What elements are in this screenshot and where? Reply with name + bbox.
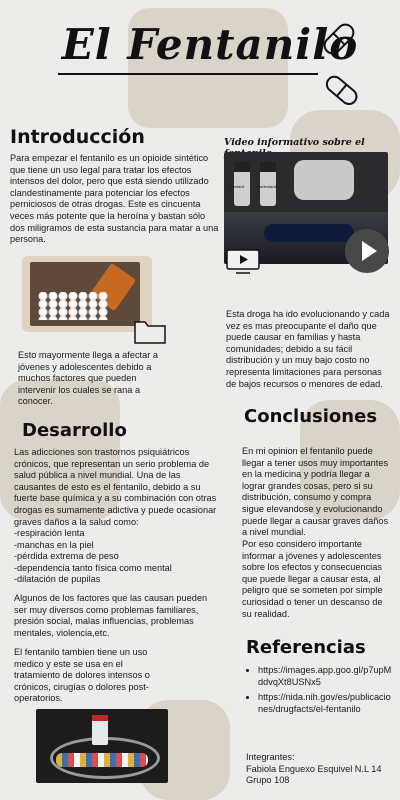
monitor-play-icon (226, 249, 262, 275)
intro-text: Para empezar el fentanilo es un opioide sintético que tiene un uso legal para tratar los efectos intensos del dolor, pero que está siendo utilizado clandestinamente para potenciar los efectos perniciosos de otras drogas. Este es cincuenta veces más potente que la heroína y bastan sólo dos miligramos de esta sustancia para matar a una persona. (10, 153, 219, 245)
referencias-list (242, 665, 392, 719)
trap-photo (36, 709, 168, 783)
referencias-heading: Referencias (246, 637, 366, 658)
title-underline (58, 73, 318, 75)
desarrollo-text-1: Las adicciones son trastornos psiquiátricos crónicos, que representan un serio problema de salud pública a nivel mundial. Una de las causantes de esto es el fentanilo, debido a su fuerte base química y a su combinación con otras drogas es sumamente adictiva y puede ocasionar graves daños a la salud como: (14, 447, 217, 527)
reference-link[interactable]: • https://images.app.goo.gl/p7upMddvqXt8USNx5 (258, 665, 392, 688)
vial-label-carfentanil: Carfentanil (257, 184, 277, 189)
folder-icon (134, 318, 166, 344)
vial-cap-red (92, 715, 108, 721)
effect-item: -pérdida extrema de peso (14, 551, 119, 562)
integrante-name: Fabiola Enguexo Esquivel N.L 14 (246, 763, 382, 774)
vial-label-fentanil: Fentanil (230, 184, 245, 189)
intro-heading: Introducción (10, 126, 145, 148)
conclusiones-text-1: En mi opinion el fentanilo puede llegar a tener usos muy importantes en la medicina y podría llegar a lograr grandes cosas, pero si su distribución, consumo y compra sigue elevandose y evolucionando puede llegar a causar graves daños a nivel mundial. (242, 446, 389, 538)
pills-pile (38, 292, 108, 320)
effect-item: -manchas en la piel (14, 539, 94, 550)
powder-bag (294, 160, 354, 200)
page-title: El Fentanilo (61, 20, 359, 69)
integrantes (246, 752, 396, 787)
desarrollo-text-3: El fentanilo tambien tiene un uso medico y este se usa en el tratamiento de dolores intensos o crónicos, cirugías o dolores post-operatorios. (14, 647, 150, 704)
desarrollo-heading: Desarrollo (22, 420, 127, 441)
conclusiones-heading: Conclusiones (244, 406, 378, 427)
vial-cap (234, 162, 250, 172)
integrantes-group: Grupo 108 (246, 775, 290, 786)
play-button[interactable] (345, 229, 389, 273)
desarrollo-text-2: Algunos de los factores que las causan pueden ser muy diversos como problemas familiares, presión social, malas influencias, problemas mentales, violencia,etc. (14, 593, 208, 638)
conclusiones-text-2: Por eso considero importante informar a jóvenes y adolescentes sobre los efectos y consecuencias que puede llegar a causar esta, al peligro que se someten por simple curiosidad o tener un descanso de su realidad. (242, 539, 383, 619)
video-caption: Video informativo sobre el (224, 137, 365, 148)
effect-item: -dilatación de pupilas (14, 574, 101, 585)
effects-list (14, 528, 220, 586)
reference-link[interactable]: • https://nida.nih.gov/es/publicaciones/drugfacts/el-fentanilo (258, 692, 392, 715)
colored-pills (56, 753, 148, 767)
pills-photo (30, 262, 140, 326)
effect-item: -respiración lenta (14, 528, 85, 538)
vial-cap-2 (260, 162, 276, 172)
vial-bottle (92, 715, 108, 745)
jovenes-text: Esto mayormente llega a afectar a jóvenes y adolescentes debido a muchos factores que pueden intervenir los cuales se rana a conocer. (18, 350, 158, 407)
pill-icon-2 (322, 70, 362, 110)
integrantes-label: Integrantes: (246, 752, 295, 762)
evolucion-text: Esta droga ha ido evolucionando y cada vez es mas preocupante el daño que puede causar en familias y hasta comunidades; debido a su fácil distribución y un muy bajo costo no representa limitaciones para personas de bajos recursos o menores de edad. (226, 309, 390, 389)
person-lying (264, 224, 354, 242)
effect-item: -dependencia tanto física como mental (14, 562, 172, 573)
